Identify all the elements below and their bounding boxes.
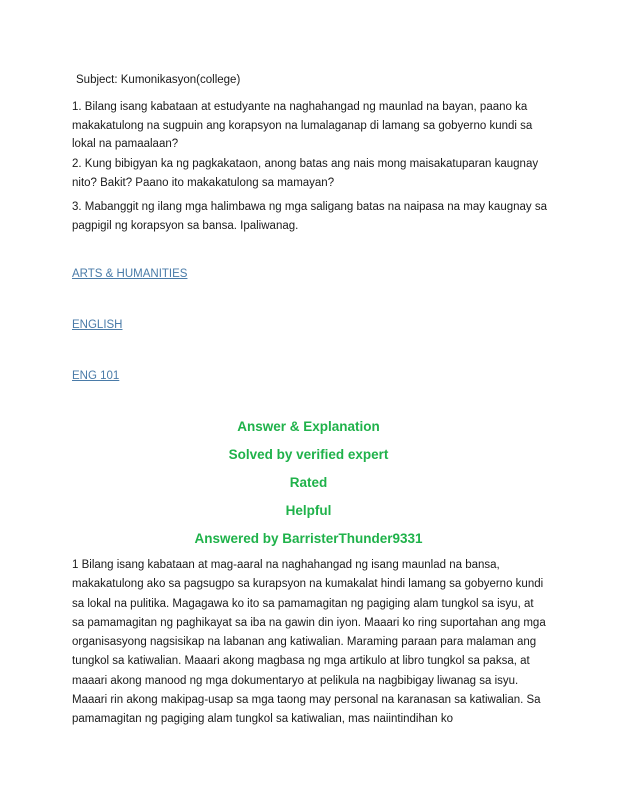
helpful-label: Helpful bbox=[285, 503, 332, 518]
link-arts-humanities[interactable]: ARTS & HUMANITIES bbox=[72, 268, 188, 280]
question-2: 2. Kung bibigyan ka ng pagkakataon, anong batas ang nais mong maisakatuparan kaugnay nito? Bakit? Paano ito makakatulong sa mamayan? bbox=[72, 158, 539, 189]
question-3: 3. Mabanggit ng ilang mga halimbawa ng mga saligang batas na naipasa na may kaugnay sa pagpigil ng korapsyon sa bansa. Ipaliwanag. bbox=[72, 201, 548, 232]
solved-by-label: Solved by verified expert bbox=[228, 447, 389, 462]
link-eng-101[interactable]: ENG 101 bbox=[72, 370, 120, 382]
subject-line: Subject: Kumonikasyon(college) bbox=[76, 74, 241, 86]
question-1: 1. Bilang isang kabataan at estudyante na naghahangad ng maunlad na bayan, paano ka makakatulong na sugpuin ang korapsyon na lumalaganap di lamang sa gobyerno kundi sa lokal na pamaalaan? bbox=[72, 101, 533, 150]
link-english[interactable]: ENGLISH bbox=[72, 319, 123, 331]
answer-body: 1 Bilang isang kabataan at mag-aaral na naghahangad ng isang maunlad na bansa, makakatulong ako sa pagsugpo sa kurapsyon na kumakalat hindi lamang sa gobyerno kundi sa lokal na pulitika. Magagawa ko ito sa pamamagitan ng pagiging alam tungkol sa isyu, at sa pamamagitan ng paghikayat sa iba na gawin din iyon. Maaari ko ring suportahan ang mga organisasyong nagsisikap na labanan ang katiwalian. Maraming paraan para malaman ang tungkol sa katiwalian. Maaari akong magbasa ng mga artikulo at libro tungkol sa paksa, at maaari akong manood ng mga dokumentaryo at pelikula na nagbibigay liwanag sa isyu. Maaari rin akong makipag-usap sa mga taong may personal na karanasan sa katiwalian. Sa pamamagitan ng pagiging alam tungkol sa katiwalian, mas naiintindihan ko bbox=[72, 559, 546, 726]
answer-explanation-heading: Answer & Explanation bbox=[237, 419, 380, 434]
answered-by-label: Answered by BarristerThunder9331 bbox=[194, 531, 423, 546]
rated-label: Rated bbox=[289, 475, 328, 490]
